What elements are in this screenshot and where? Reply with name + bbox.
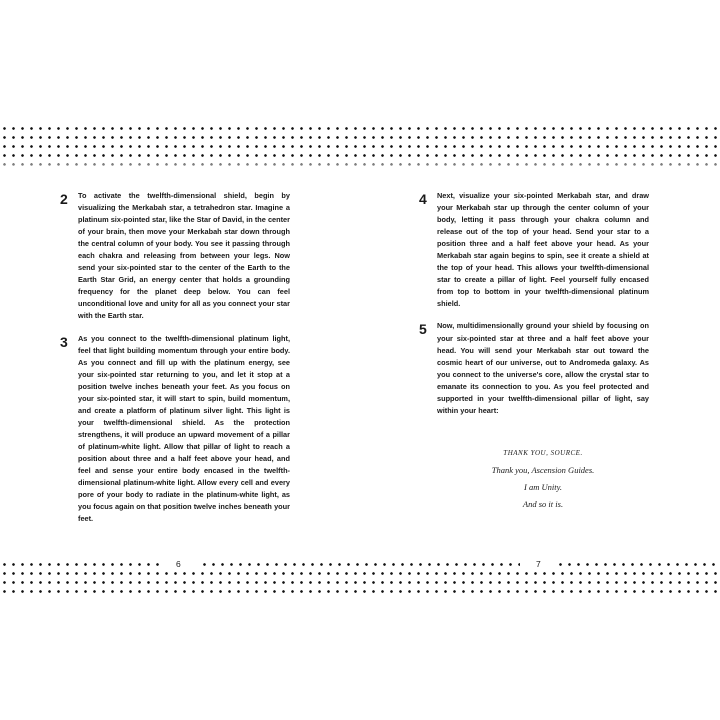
step-5 <box>419 320 649 416</box>
step-text: Next, visualize your six-pointed Merkabah star, and draw your Merkabah star up through the center column of your body, letting it pass through your chakra column and release out of the top of your head. Send your star to a position three and a half feet above your head. As your Merkabah star again begins to spin, see it create a shield at the top of your head. This allows your twelfth-dimensional star to create a pillar of light. Feel yourself fully encased from top to bottom in your twelfth-dimensional platinum shield. <box>437 191 649 309</box>
step-text: As you connect to the twelfth-dimensional platinum light, feel that light building momentum through your entire body. As you connect and fill up with the platinum energy, see your six-pointed star returning to you, and let it stop at a position twelve inches beneath your feet. As you focus on your six-pointed star, it will start to spin, build momentum, and create a platform of platinum silver light. This light is your twelfth-dimensional shield. As the protection strengthens, it will produce an upward movement of a pillar of platinum-white light. Allow that pillar of light to reach a position about three and a half feet above your head, and feel and sense your entire body encased in the twelfth-dimensional platinum-white light. Allow every cell and every pore of your body to radiate in the platinum-white light, as you focus again on that position twelve inches beneath your feet. <box>78 333 290 524</box>
affirmation-line: I am Unity. <box>523 481 562 492</box>
affirmation-line: And so it is. <box>522 498 564 509</box>
left-page-column <box>60 190 290 535</box>
step-text: Now, multidimensionally ground your shield by focusing on your six-pointed star at three and a half feet above your head. You will send your Merkabah star out toward the cosmic heart of our universe, out to Andromeda galaxy. As you connect to the universe's core, allow the crystal star to emanate its connection to you. As you feel protected and supported in your twelfth-dimensional pillar of light, say within your heart: <box>437 321 649 415</box>
step-3 <box>60 333 290 526</box>
step-number: 4 <box>419 191 427 207</box>
step-4 <box>419 190 649 310</box>
left-page-number: 6 <box>170 558 187 570</box>
right-page-column <box>419 190 649 513</box>
step-text: To activate the twelfth-dimensional shield, begin by visualizing the Merkabah star, a tetrahedron star. Imagine a platinum six-pointed star, like the Star of David, in the center of your brain, then move your Merkabah star down through the central column of your body. You see it passing through each chakra and releasing from between your legs. Now send your six-pointed star to the center of the Earth to the Earth Star Grid, an energy center that holds a grounding frequency for the planet deep below. You can feel unconditional love and unity for all as you connect your star with the Earth star. <box>78 191 290 321</box>
affirmation-block <box>419 445 649 513</box>
bottom-dot-border <box>556 560 720 569</box>
affirmation-line: THANK YOU, SOURCE. <box>503 448 583 457</box>
step-2 <box>60 190 290 323</box>
step-number: 2 <box>60 191 68 207</box>
affirmation-line: Thank you, Ascension Guides. <box>491 464 595 475</box>
bottom-dot-border <box>0 569 720 596</box>
step-number: 5 <box>419 321 427 338</box>
bottom-dot-border <box>0 560 165 569</box>
step-number: 3 <box>60 333 68 350</box>
top-dot-border-fade <box>0 160 720 174</box>
right-page-number: 7 <box>530 558 547 570</box>
bottom-dot-border <box>200 560 520 569</box>
